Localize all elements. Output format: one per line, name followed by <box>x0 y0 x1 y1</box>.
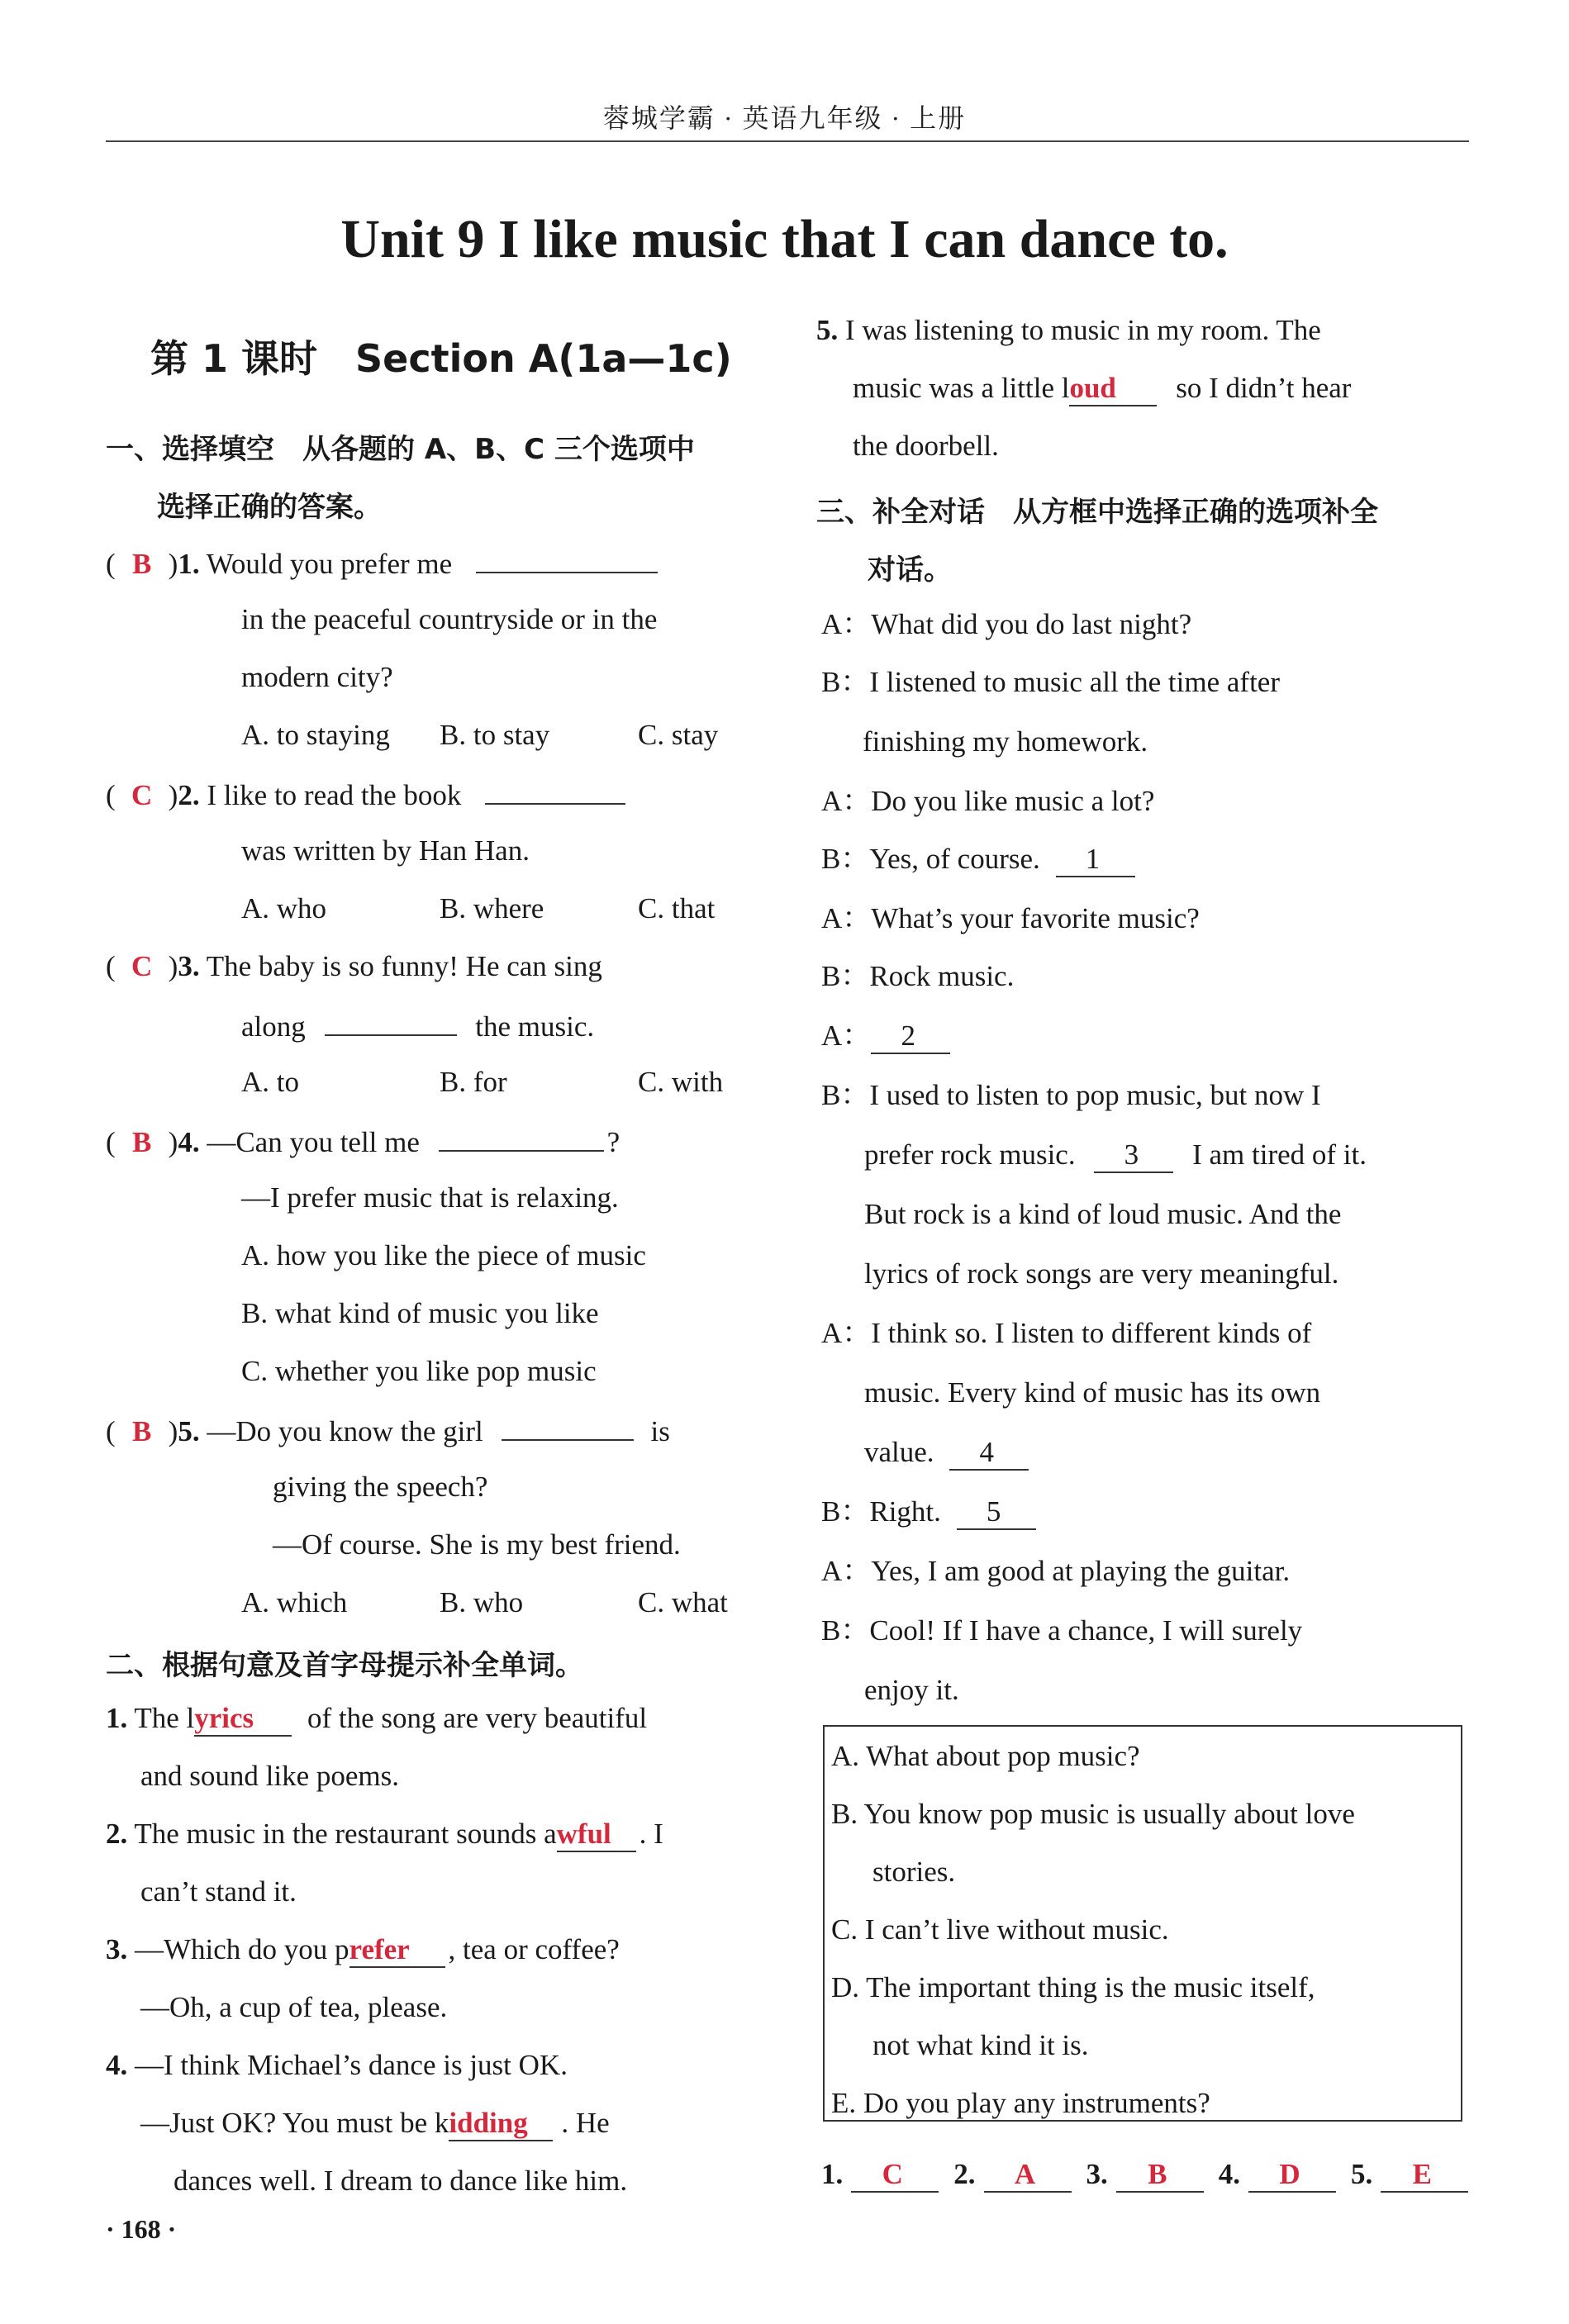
dialogue-line-19: enjoy it. <box>864 1674 959 1706</box>
q1-option-c: C. stay <box>638 719 719 751</box>
dialogue-line-17: A：Yes, I am good at playing the guitar. <box>821 1555 1291 1587</box>
p2-2-cont: can’t stand it. <box>140 1875 297 1908</box>
dialogue-line-10 <box>864 1138 1367 1173</box>
dialogue-line-2: B：I listened to music all the time after <box>821 666 1280 698</box>
q5-blank <box>502 1413 634 1441</box>
answer-1-number: 1. <box>821 2158 844 2190</box>
p2-5-fill: oud <box>1069 372 1157 406</box>
q5-option-a: A. which <box>241 1586 348 1618</box>
q3-text: The baby is so funny! He can sing <box>206 950 602 982</box>
dialogue-yes-of-course: B：Yes, of course. <box>821 843 1040 875</box>
q3-option-a: A. to <box>241 1066 299 1098</box>
p2-3-number: 3. <box>106 1933 128 1965</box>
q5-text: —Do you know the girl <box>207 1415 483 1447</box>
dialogue-prefer-rock: prefer rock music. <box>864 1138 1076 1171</box>
box-option-d-cont: not what kind it is. <box>872 2029 1089 2061</box>
dialogue-line-13: A：I think so. I listen to different kinds of <box>821 1317 1312 1349</box>
q2-option-a: A. who <box>241 892 327 924</box>
part1-heading-cont: 选择正确的答案。 <box>157 491 382 524</box>
q1-line2: in the peaceful countryside or in the <box>241 603 658 635</box>
box-option-e: E. Do you play any instruments? <box>831 2087 1210 2119</box>
q3-along: along <box>241 1010 306 1043</box>
dialogue-line-4: A：Do you like music a lot? <box>821 785 1155 817</box>
q1-answer: B <box>131 548 152 580</box>
question-3: ( C )3. The baby is so funny! He can sing <box>106 950 602 982</box>
dialogue-blank-5: 5 <box>957 1495 1036 1530</box>
part1-heading: 一、选择填空 从各题的 A、B、C 三个选项中 <box>106 433 695 466</box>
q2-option-c: C. that <box>638 892 716 924</box>
p2-2-post: . I <box>639 1818 663 1850</box>
p2-4-post: . He <box>561 2107 610 2139</box>
p2-4-pre: —I think Michael’s dance is just OK. <box>135 2049 568 2081</box>
p2-4-fill: idding <box>449 2107 553 2141</box>
q4-option-c: C. whether you like pop music <box>241 1355 597 1387</box>
q3-option-b: B. for <box>440 1066 507 1098</box>
p2-4-cont: dances well. I dream to dance like him. <box>174 2165 628 2197</box>
q3-option-c: C. with <box>638 1066 724 1098</box>
q5-line3: —Of course. She is my best friend. <box>273 1528 681 1561</box>
p2-3-cont: —Oh, a cup of tea, please. <box>140 1991 448 2023</box>
part2-item-4 <box>106 2049 568 2082</box>
answer-5-number: 5. <box>1351 2158 1373 2190</box>
part2-item-3 <box>106 1933 620 1968</box>
part2-item-5 <box>816 314 1321 347</box>
dialogue-blank-3: 3 <box>1094 1138 1173 1173</box>
answer-3: B <box>1116 2158 1204 2193</box>
dialogue-line-5 <box>821 843 1135 877</box>
box-option-c: C. I can’t live without music. <box>831 1913 1169 1946</box>
answer-2-number: 2. <box>953 2158 976 2190</box>
q3-number: 3. <box>178 950 200 982</box>
q4-answer: B <box>131 1126 152 1158</box>
q3-blank <box>325 1008 457 1036</box>
p2-1-pre: The l <box>134 1702 195 1734</box>
p2-2-fill: wful <box>557 1818 636 1852</box>
q1-option-a: A. to staying <box>241 719 390 751</box>
q1-text: Would you prefer me <box>206 548 453 580</box>
q1-number: 1. <box>178 548 200 580</box>
dialogue-blank-2: 2 <box>871 1019 950 1054</box>
question-2: ( C )2. I like to read the book <box>106 777 625 812</box>
p2-5-line2 <box>853 372 1351 406</box>
q3-line2 <box>241 1008 594 1043</box>
question-5: ( B )5. —Do you know the girl is <box>106 1413 670 1448</box>
dialogue-line-8 <box>821 1019 950 1054</box>
answer-4: D <box>1248 2158 1336 2193</box>
p2-3-post: , tea or coffee? <box>448 1933 620 1965</box>
lesson-title: 第 1 课时 Section A(1a—1c) <box>150 336 732 381</box>
q2-text: I like to read the book <box>207 779 462 811</box>
dialogue-blank-1: 1 <box>1056 843 1135 877</box>
dialogue-line-3: finishing my homework. <box>863 725 1148 758</box>
q2-blank <box>485 777 625 805</box>
page-number: · 168 · <box>106 2214 177 2244</box>
dialogue-right: B：Right. <box>821 1495 941 1528</box>
p2-5-pre2: music was a little l <box>853 372 1070 404</box>
box-option-b-cont: stories. <box>872 1856 956 1888</box>
q2-answer: C <box>131 779 153 811</box>
dialogue-line-11: But rock is a kind of loud music. And the <box>864 1198 1342 1230</box>
p2-2-number: 2. <box>106 1818 128 1850</box>
p2-4-pre2: —Just OK? You must be k <box>140 2107 449 2139</box>
q5-option-b: B. who <box>440 1586 524 1618</box>
answer-3-number: 3. <box>1086 2158 1108 2190</box>
p2-3-fill: refer <box>349 1933 445 1968</box>
q4-option-a: A. how you like the piece of music <box>241 1239 646 1271</box>
p2-1-fill: yrics <box>194 1702 292 1737</box>
box-option-a: A. What about pop music? <box>831 1740 1140 1772</box>
q4-blank <box>439 1124 604 1152</box>
q1-option-b: B. to stay <box>440 719 550 751</box>
dialogue-blank-4: 4 <box>949 1436 1029 1471</box>
p2-1-post: of the song are very beautiful <box>307 1702 648 1734</box>
dialogue-line-7: B：Rock music. <box>821 960 1015 992</box>
p2-5-cont: the doorbell. <box>853 430 999 462</box>
part2-heading: 二、根据句意及首字母提示补全单词。 <box>106 1649 583 1682</box>
dialogue-tired: I am tired of it. <box>1192 1138 1367 1171</box>
p2-2-pre: The music in the restaurant sounds a <box>134 1818 557 1850</box>
q4-number: 4. <box>178 1126 200 1158</box>
dialogue-line-16 <box>821 1495 1036 1530</box>
answer-row <box>821 2158 1468 2193</box>
q1-blank <box>476 545 658 573</box>
part2-item-1 <box>106 1702 647 1737</box>
q3-answer: C <box>131 950 153 982</box>
p2-1-number: 1. <box>106 1702 128 1734</box>
dialogue-line-12: lyrics of rock songs are very meaningful. <box>864 1257 1339 1290</box>
question-4: ( B )4. —Can you tell me ? <box>106 1124 620 1159</box>
answer-4-number: 4. <box>1218 2158 1240 2190</box>
question-1: ( B )1. Would you prefer me <box>106 545 658 581</box>
book-header: 蓉城学霸 · 英语九年级 · 上册 <box>602 103 967 133</box>
part3-heading-cont: 对话。 <box>868 554 952 587</box>
p2-5-post: so I didn’t hear <box>1176 372 1352 404</box>
q3-the-music: the music. <box>475 1010 595 1043</box>
q2-line2: was written by Han Han. <box>241 834 530 867</box>
q2-number: 2. <box>178 779 200 811</box>
header-rule <box>106 140 1469 142</box>
dialogue-line-14: music. Every kind of music has its own <box>864 1376 1321 1409</box>
dialogue-line-9: B：I used to listen to pop music, but now I <box>821 1079 1321 1111</box>
unit-title: Unit 9 I like music that I can dance to. <box>340 209 1229 269</box>
p2-5-pre: I was listening to music in my room. The <box>845 314 1321 346</box>
q4-qmark: ? <box>606 1126 620 1158</box>
q5-answer: B <box>131 1415 152 1447</box>
q1-line3: modern city? <box>241 661 393 693</box>
box-option-b: B. You know pop music is usually about love <box>831 1798 1355 1830</box>
p2-1-cont: and sound like poems. <box>140 1760 400 1792</box>
q5-is: is <box>650 1415 670 1447</box>
q4-option-b: B. what kind of music you like <box>241 1297 599 1329</box>
q4-text: —Can you tell me <box>207 1126 420 1158</box>
dialogue-line-18: B：Cool! If I have a chance, I will surely <box>821 1614 1303 1647</box>
part3-heading: 三、补全对话 从方框中选择正确的选项补全 <box>816 496 1378 529</box>
box-option-d: D. The important thing is the music itself, <box>831 1971 1315 2003</box>
dialogue-line-1: A：What did you do last night? <box>821 608 1192 640</box>
p2-3-pre: —Which do you p <box>135 1933 349 1965</box>
part2-item-2 <box>106 1818 663 1852</box>
q4-line2: —I prefer music that is relaxing. <box>241 1181 619 1214</box>
dialogue-line-6: A：What’s your favorite music? <box>821 902 1200 934</box>
q2-option-b: B. where <box>440 892 544 924</box>
p2-4-number: 4. <box>106 2049 128 2081</box>
answer-1: C <box>851 2158 939 2193</box>
p2-4-line2 <box>140 2107 610 2141</box>
answer-5: E <box>1381 2158 1468 2193</box>
p2-5-number: 5. <box>816 314 839 346</box>
dialogue-line-15 <box>864 1436 1029 1471</box>
dialogue-speaker-a: A： <box>821 1019 872 1052</box>
q5-option-c: C. what <box>638 1586 728 1618</box>
answer-2: A <box>984 2158 1072 2193</box>
q5-line2: giving the speech? <box>273 1471 488 1503</box>
q5-number: 5. <box>178 1415 200 1447</box>
dialogue-value: value. <box>864 1436 934 1468</box>
